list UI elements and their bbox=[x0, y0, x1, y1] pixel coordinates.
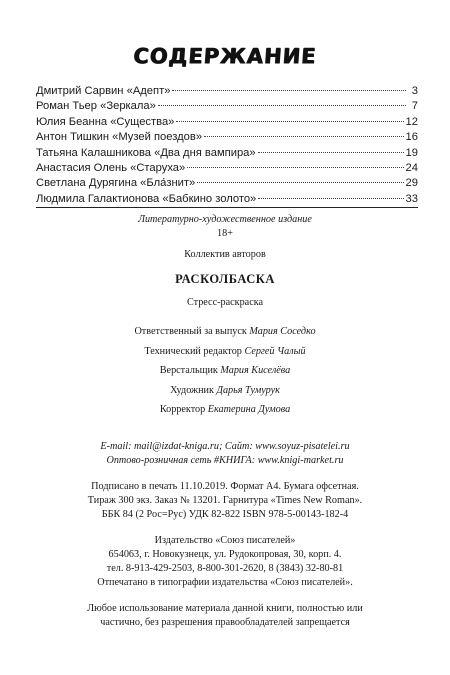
toc-entry-page: 29 bbox=[405, 177, 418, 190]
publisher-line: Отпечатано в типографии издательства «Союз писателей». bbox=[97, 576, 353, 588]
toc-entry-title: Людмила Галактионова «Бабкино золото» bbox=[36, 192, 257, 205]
print-info-line: ББК 84 (2 Рос=Рус) УДК 82-822 ISBN 978-5-00143-182-4 bbox=[101, 508, 349, 520]
toc-entry[interactable] bbox=[36, 192, 418, 207]
toc-entry[interactable] bbox=[36, 99, 418, 114]
publisher-line: 654063, г. Новокузнецк, ул. Рудокопровая, 30, корп. 4. bbox=[108, 548, 342, 560]
book-title: РАСКОЛБАСКА bbox=[175, 272, 275, 286]
credit-line bbox=[0, 361, 450, 381]
toc-leader-dots bbox=[158, 105, 406, 106]
age-rating: 18+ bbox=[217, 228, 233, 239]
print-info-line: Тираж 300 экз. Заказ № 13201. Гарнитура «Times New Roman». bbox=[87, 494, 363, 506]
toc-leader-dots bbox=[176, 121, 403, 122]
toc-entry-title: Дмитрий Сарвин «Адепт» bbox=[36, 85, 171, 97]
publisher-line: тел. 8-913-429-2503, 8-800-301-2620, 8 (3843) 32-80-81 bbox=[106, 562, 344, 574]
credit-name: Мария Киселёва bbox=[220, 365, 291, 376]
toc-leader-dots bbox=[187, 167, 403, 168]
toc-entry[interactable] bbox=[36, 161, 418, 176]
toc-entry-page: 3 bbox=[411, 85, 418, 97]
book-subtitle: Стресс-раскраска bbox=[186, 297, 264, 308]
toc-entry-page: 19 bbox=[405, 146, 418, 159]
toc-leader-dots bbox=[172, 90, 406, 91]
toc-entry-title: Роман Тьер «Зеркала» bbox=[36, 100, 156, 113]
toc-entry-title: Светлана Дурягина «Бла́знит» bbox=[36, 177, 196, 190]
toc-entry[interactable] bbox=[36, 84, 418, 99]
toc-entry-page: 12 bbox=[405, 115, 418, 128]
section-divider bbox=[36, 207, 418, 208]
imprint-block bbox=[0, 213, 450, 630]
toc-entry[interactable] bbox=[36, 176, 418, 191]
toc-entry[interactable] bbox=[36, 115, 418, 130]
toc-entry-title: Юлия Беанна «Существа» bbox=[36, 115, 175, 128]
credit-name: Екатерина Думова bbox=[207, 404, 291, 415]
publisher-line: Издательство «Союз писателей» bbox=[154, 534, 296, 546]
credit-role: Технический редактор bbox=[144, 345, 242, 357]
toc-entry[interactable] bbox=[36, 146, 418, 161]
toc-entry[interactable] bbox=[36, 130, 418, 145]
credit-name: Мария Соседко bbox=[249, 326, 316, 337]
credit-line bbox=[0, 322, 450, 342]
contact-retail-site[interactable]: Оптово-розничная сеть #КНИГА: www.knigi-market.ru bbox=[106, 454, 344, 466]
toc-leader-dots bbox=[258, 152, 404, 153]
credit-role: Верстальщик bbox=[159, 365, 218, 376]
toc-entry-page: 16 bbox=[405, 131, 418, 144]
toc-entry-title: Анастасия Олень «Старуха» bbox=[36, 161, 186, 174]
toc-leader-dots bbox=[204, 136, 404, 137]
toc-entry-title: Татьяна Калашникова «Два дня вампира» bbox=[36, 146, 256, 159]
credit-role: Ответственный за выпуск bbox=[134, 326, 247, 337]
toc-entry-title: Антон Тишкин «Музей поездов» bbox=[36, 131, 203, 144]
copyright-notice: Любое использование материала данной книги, полностью или bbox=[87, 602, 363, 614]
table-of-contents bbox=[36, 84, 418, 207]
credit-line bbox=[0, 342, 450, 362]
toc-entry-page: 24 bbox=[405, 161, 418, 174]
toc-leader-dots bbox=[258, 198, 403, 199]
toc-entry-page: 33 bbox=[405, 192, 418, 205]
authors-collective: Коллектив авторов bbox=[184, 249, 266, 260]
contact-email-site[interactable]: E-mail: mail@izdat-kniga.ru; Сайт: www.soyuz-pisatelei.ru bbox=[100, 440, 350, 452]
edition-type: Литературно-художественное издание bbox=[138, 214, 312, 225]
print-info-line: Подписано в печать 11.10.2019. Формат А4. Бумага офсетная. bbox=[91, 480, 359, 492]
toc-entry-page: 7 bbox=[411, 100, 418, 113]
contents-heading: СОДЕРЖАНИЕ bbox=[132, 44, 318, 68]
credit-name: Дарья Тумурук bbox=[216, 384, 280, 396]
credit-role: Художник bbox=[170, 384, 214, 396]
toc-leader-dots bbox=[197, 182, 403, 183]
credit-line bbox=[0, 400, 450, 420]
credit-line bbox=[0, 381, 450, 401]
credit-role: Корректор bbox=[159, 404, 206, 415]
copyright-notice: частично, без разрешения правообладателей запрещается bbox=[100, 616, 350, 628]
credit-name: Сергей Чалый bbox=[244, 345, 306, 357]
